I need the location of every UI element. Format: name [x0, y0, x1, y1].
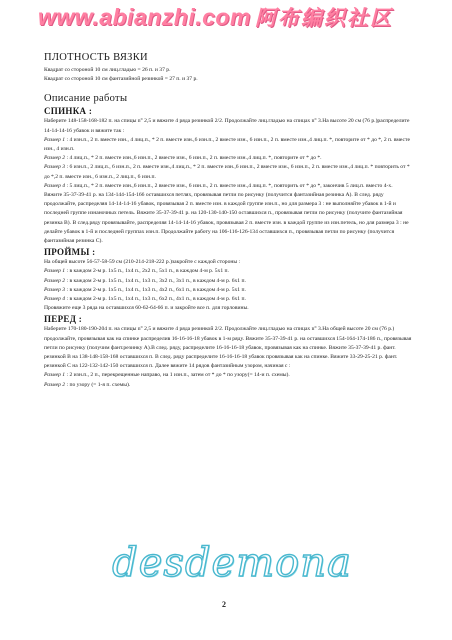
size-label: Размер 3: [44, 164, 66, 171]
size-label: Размер 1: [44, 136, 66, 143]
back-tail: Вяжите 35-37-39-41 р. на 134-144-154-166 оставшихся петлях, провязывая петли по рисунку (получится фантазийная резинка A). В след. ряду продолжайте, распределяя 14-14-14-16 убавок, провязывая 2 п. вместе изн. в каждой группе изн.п., но для размера 3 : не выполняйте убавок в 1-й и последней группе изнаночных петель. Вяжите 35-37-39-41 р. на 120-130-140-150 оставшихся п., провязывая петли по рисунку (получите фантазийная резинка B). В след.ряду провязывайте, распределяя 14-14-14-16 убавок, провязывая 2 п. вместе изн. в каждой группе из изн.петель, но для размера 3 : не делайте убавок в 1-й и последней группах изн.п. Продолжайте работу на 106-116-126-134 оставшихся п., провязывая петли по рисунку (получится фантазийная резинка C).: [44, 192, 409, 245]
armholes-size-4: [44, 295, 414, 304]
size-label: Размер 2: [44, 155, 66, 162]
size-label: Размер 1: [44, 372, 66, 379]
size-label: Размер 4: [44, 182, 66, 189]
armholes-heading: ПРОЙМЫ :: [44, 247, 96, 258]
back-size-3: [44, 163, 414, 181]
size-text: : в каждом 2-м р. 1х5 п., 1х4 п., 2х2 п., 5х1 п., в каждом 4-м р. 5х1 п.: [65, 268, 229, 275]
back-heading: СПИНКА :: [44, 106, 93, 117]
size-text: : в каждом 2-м р. 1х5 п., 1х4 п., 1х3 п., 3х2 п., 3х1 п., в каждом 4-м р. 6х1 п.: [65, 277, 246, 284]
page-number: 2: [222, 600, 226, 609]
front-heading: ПЕРЕД :: [44, 314, 83, 325]
size-text: : по узору (= 1-я п. схемы).: [65, 381, 131, 388]
signature-logo: desdemona: [112, 540, 352, 586]
back-size-1: [44, 136, 414, 154]
size-text: : 4 изн.п., 2 п. вместе изн., 4 лиц.п., * 2 п. вместе изн.,6 изн.п., 2 вместе изн., 6 изн.п., 2 п. вместе изн.,4 лиц.п. *, повторите от * до *, 2 п. вместе изн., 4 изн.п.: [44, 136, 410, 153]
armholes-intro: На общей высоте 56-57-58-59 см (210-214-218-222 р.)закройте с каждой стороны :: [44, 259, 241, 266]
armholes-size-1: [44, 267, 414, 276]
front-size-2: [44, 381, 414, 390]
gauge-line: Квадрат со стороной 10 см лиц.гладью = 26 п. и 37 р.: [44, 67, 171, 73]
size-text: : 4 лиц.п., * 2 п. вместе изн.,6 изн.п., 2 вместе изн., 6 изн.п., 2 п. вместе изн.,4 лиц.п. *, повторите от * до *.: [65, 155, 322, 162]
armholes-size-3: [44, 286, 414, 295]
size-label: Размер 4: [44, 296, 66, 303]
size-label: Размер 2: [44, 277, 66, 284]
size-label: Размер 3: [44, 286, 66, 293]
description-heading: Описание работы: [44, 93, 128, 105]
size-text: : в каждом 2-м р. 1х5 п., 1х4 п., 1х3 п., 4х2 п., 6х1 п., в каждом 4-м р. 5х1 п.: [65, 286, 246, 293]
document-content: [44, 52, 414, 390]
watermark-chinese: 阿布编织社区: [254, 7, 393, 30]
armholes-tail: Провяжите еще 3 ряда на оставшихся 60-62-64-66 п. и закройте все п. для горловины.: [44, 305, 249, 312]
watermark-url: www.abianzhi.com: [38, 4, 251, 30]
back-size-4: [44, 182, 414, 191]
size-text: : в каждом 2-м р. 1х5 п., 1х4 п., 1х3 п., 6х2 п., 4х1 п., в каждом 4-м р. 6х1 п.: [65, 296, 246, 303]
front-intro: Наберите 170-180-190-204 п. на спицы n° 2,5 и вяжите 4 ряда резинкой 2/2. Продолжайте лиц.гладью на спицах n° 3.На общей высоте 20 см (76 р.) продолжайте, провязывая как на спинке распределив 16-16-16-18 убавок в 1-м ряду. Вяжите 35-37-39-41 р. на оставшихся 154-164-174-186 п., провязывая петли по рисунку (получим фант.резинку A).В след. ряду, распределите 16-16-16-18 убавок, провязывая как на спинке. Вяжите 35-37-39-41 р. фант. резинкой B на 138-148-158-168 оставшихся п. В след. ряду распределите 16-16-16-18 убавок провязывая как на спинке. Вяжите 33-29-25-21 р. фант. резинкой C на 122-132-142-150 оставшихся п. Далее вяжите 14 рядов фантазийным узором, начиная с :: [44, 326, 412, 370]
size-label: Размер 2: [44, 381, 66, 388]
back-size-2: [44, 154, 414, 163]
watermark: [38, 2, 452, 32]
size-text: : 2 изн.п., 2 п., перекрещенные направо, на 1 изн.п., затем от * до * по узору(= 14-и п. схемы).: [65, 372, 290, 379]
front-size-1: [44, 371, 414, 380]
gauge-line: Квадрат со стороной 10 см фантазийной резинкой = 27 п. и 37 р.: [44, 76, 198, 83]
size-text: : 6 изн.п., 2 лиц.п., 6 изн.п., 2 п. вместе изн.,4 лиц.п., * 2 п. вместе изн.,6 изн.п., 2 вместе изн., 6 изн.п., 2 п. вместе изн.,4 лиц.п. * повторить от * до *,2 п. вместе изн., 6 изн.п., 2 лиц.п., 6 изн.п.: [44, 164, 410, 180]
armholes-size-2: [44, 277, 414, 286]
size-label: Размер 1: [44, 268, 66, 275]
back-intro: Наберите 148-158-168-182 п. на спицы n° 2,5 и вяжите 4 ряда резинкой 2/2. Продолжайте лиц.гладью на спицах n° 3.На высоте 20 см (76 р.)распределите 14-14-14-16 убавок и вяжите так :: [44, 118, 410, 134]
gauge-heading: ПЛОТНОСТЬ ВЯЗКИ: [44, 52, 148, 63]
size-text: : 5 лиц.п., * 2 п. вместе изн.,6 изн.п., 2 вместе изн., 6 изн.п., 2 п. вместе изн.,4 лиц.п. *, повторить от * до *, закончив 5 лиц.п. вместо 4-х.: [65, 182, 393, 189]
